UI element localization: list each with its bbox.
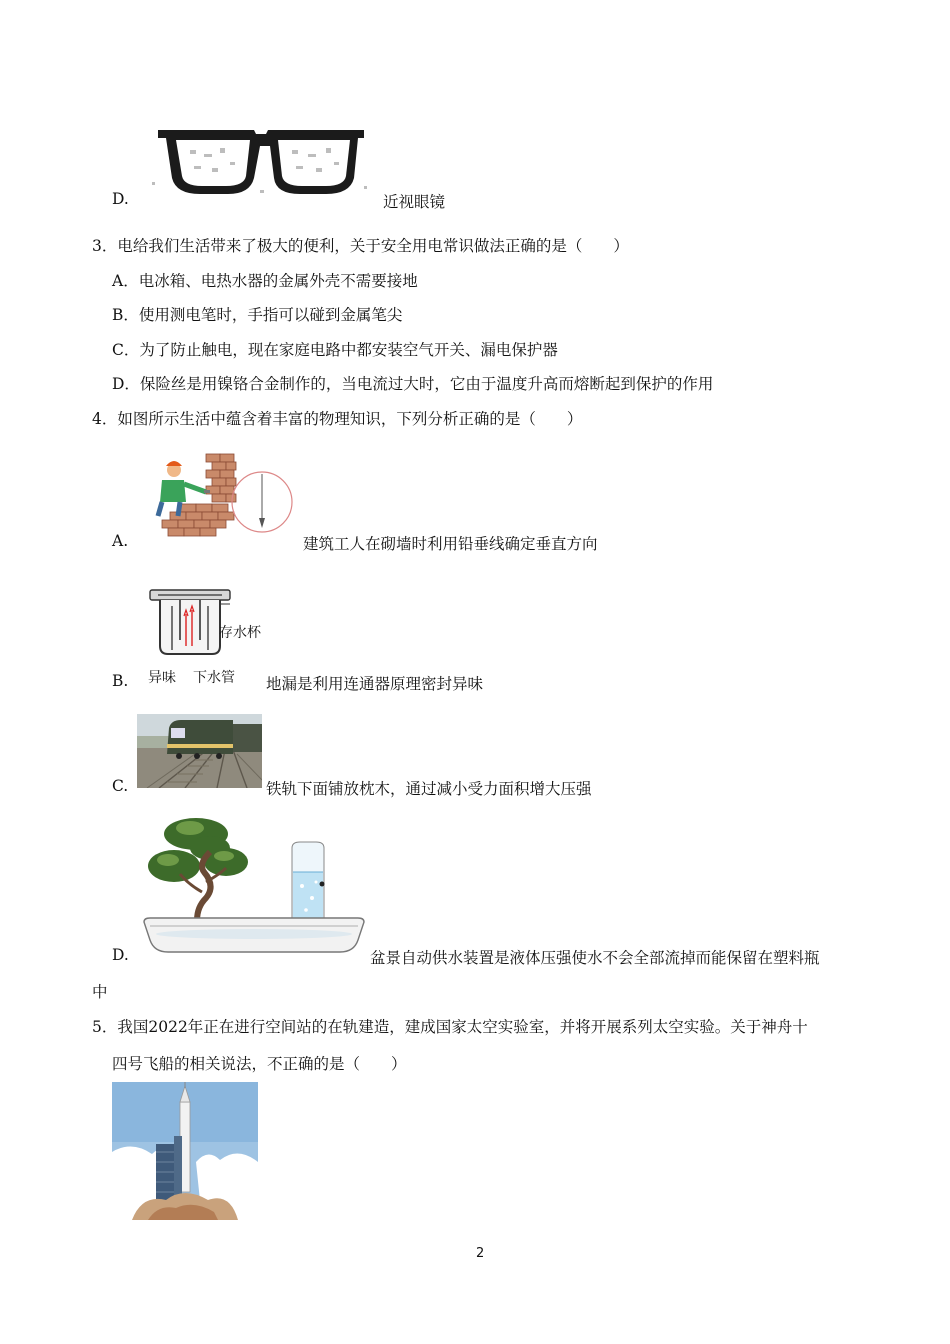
q3-option-c: C．为了防止触电，现在家庭电路中都安装空气开关、漏电保护器	[112, 341, 558, 359]
q4-option-c-text: 铁轨下面铺放枕木，通过减小受力面积增大压强	[266, 780, 592, 798]
myopia-glasses-image	[150, 120, 372, 204]
page-number: 2	[476, 1246, 485, 1261]
floor-drain-label-odor: 异味	[148, 670, 176, 686]
q2-option-d-text: 近视眼镜	[383, 193, 446, 211]
q4-option-c-letter: C.	[112, 777, 129, 795]
bricklayer-plumb-line-image	[150, 452, 295, 540]
bonsai-water-supply-image	[140, 812, 368, 962]
q3-option-d: D．保险丝是用镍铬合金制作的，当电流过大时，它由于温度升高而熔断起到保护的作用	[112, 375, 714, 393]
q4-option-a-letter: A.	[112, 532, 129, 550]
shenzhou-rocket-launch-photo	[112, 1082, 258, 1220]
q4-option-a-text: 建筑工人在砌墙时利用铅垂线确定垂直方向	[303, 535, 598, 553]
q3-option-a: A．电冰箱、电热水器的金属外壳不需要接地	[112, 272, 418, 290]
q3-stem: 3．电给我们生活带来了极大的便利，关于安全用电常识做法正确的是（ ）	[92, 237, 629, 255]
q5-stem-line1: 5．我国2022年正在进行空间站的在轨建造，建成国家太空实验室，并将开展系列太空实验。关于神舟十	[92, 1018, 808, 1036]
floor-drain-label-cup: 存水杯	[219, 625, 261, 641]
q2-option-d-letter: D.	[112, 190, 129, 208]
q4-option-d-text-continuation: 中	[92, 983, 108, 1001]
q4-option-d-text: 盆景自动供水装置是液体压强使水不会全部流掉而能保留在塑料瓶	[370, 949, 820, 967]
q3-option-b: B．使用测电笔时，手指可以碰到金属笔尖	[112, 306, 403, 324]
q4-stem: 4．如图所示生活中蕴含着丰富的物理知识，下列分析正确的是（ ）	[92, 410, 583, 428]
q4-option-b-text: 地漏是利用连通器原理密封异味	[266, 675, 484, 693]
q5-stem-line2: 四号飞船的相关说法，不正确的是（ ）	[112, 1055, 407, 1073]
q4-option-d-letter: D.	[112, 946, 129, 964]
q4-option-b-letter: B.	[112, 672, 129, 690]
railway-train-photo	[137, 714, 262, 788]
floor-drain-label-pipe: 下水管	[193, 670, 235, 686]
